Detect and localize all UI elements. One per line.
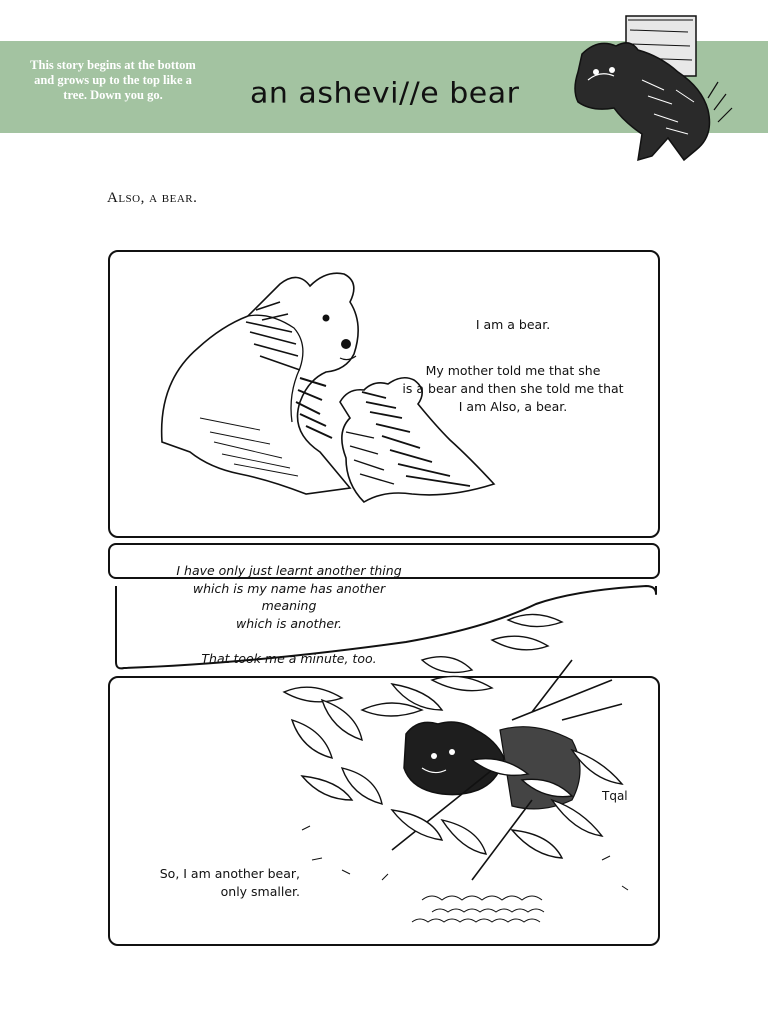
subtitle: Also, a bear.	[107, 190, 198, 206]
panel-top-text	[398, 298, 628, 434]
panel-bottom-text: So, I am another bear, only smaller.	[159, 866, 300, 899]
signature: Tqal	[602, 789, 628, 803]
bear-head-illustration	[568, 10, 738, 172]
panel-top-line1: I am a bear.	[475, 317, 551, 332]
panel-top-line2: My mother told me that she is a bear and then she told me that I am Also, a bear.	[402, 363, 624, 414]
panel-middle-text: I have only just learnt another thing which is my name has another meaning which is another. That took me a minute, too.	[176, 563, 402, 666]
cub-in-rhododendron-illustration	[272, 600, 652, 936]
intro-text: This story begins at the bottom and grows up to the top like a tree. Down you go.	[30, 58, 196, 102]
page-title: an ashevi//e bear	[250, 76, 520, 111]
